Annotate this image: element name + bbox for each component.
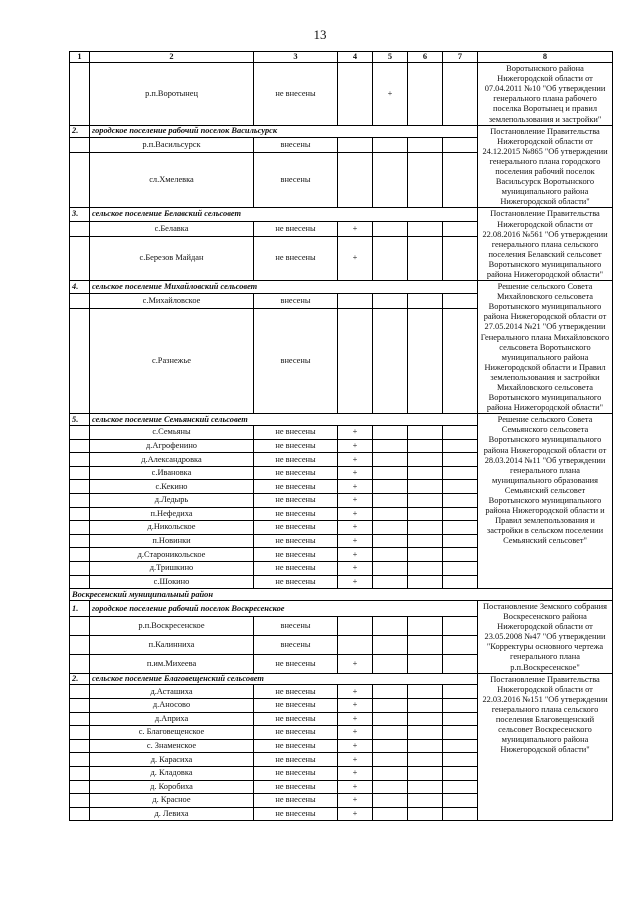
- mark-col-4: +: [338, 480, 373, 494]
- settlement-name: д.Никольское: [90, 521, 254, 535]
- mark-col-5: [373, 308, 408, 414]
- status-cell: не внесены: [254, 426, 338, 440]
- mark-col-6: [408, 767, 443, 781]
- settlement-name: п.Новинки: [90, 534, 254, 548]
- status-cell: внесены: [254, 308, 338, 414]
- document-reference: Постановление Правительства Нижегородской области от 24.12.2015 №865 "Об утверждении генерального плана городского поселения рабочий поселок Васильсурск Воротынского муниципального района Нижегородской области": [478, 125, 613, 208]
- mark-col-5: [373, 575, 408, 589]
- mark-col-5: [373, 685, 408, 699]
- mark-col-5: [373, 521, 408, 535]
- section-title: сельское поселение Белавский сельсовет: [90, 208, 478, 221]
- section-number: 5.: [70, 414, 90, 426]
- row-number-empty: [70, 699, 90, 713]
- mark-col-6: [408, 685, 443, 699]
- mark-col-7: [443, 534, 478, 548]
- mark-col-5: [373, 152, 408, 207]
- mark-col-6: [408, 293, 443, 308]
- row-number-empty: [70, 453, 90, 467]
- row-number-empty: [70, 562, 90, 576]
- column-header-4: 4: [338, 52, 373, 63]
- mark-col-4: +: [338, 767, 373, 781]
- settlement-name: с.Белавка: [90, 221, 254, 236]
- settlements-table: [69, 51, 613, 821]
- mark-col-7: [443, 753, 478, 767]
- column-header-7: 7: [443, 52, 478, 63]
- mark-col-6: [408, 521, 443, 535]
- mark-col-6: [408, 548, 443, 562]
- mark-col-5: [373, 466, 408, 480]
- settlement-name: д.Априха: [90, 712, 254, 726]
- district-title: Воскресенский муниципальный район: [70, 589, 613, 601]
- section-row: [70, 601, 613, 617]
- status-cell: не внесены: [254, 575, 338, 589]
- section-title: городское поселение рабочий поселок Васильсурск: [90, 125, 478, 137]
- row-number-empty: [70, 221, 90, 236]
- mark-col-5: [373, 439, 408, 453]
- section-title: сельское поселение Благовещенский сельсовет: [90, 673, 478, 685]
- mark-col-7: [443, 767, 478, 781]
- mark-col-7: [443, 685, 478, 699]
- row-number-empty: [70, 426, 90, 440]
- mark-col-4: +: [338, 426, 373, 440]
- section-title: сельское поселение Семьянский сельсовет: [90, 414, 478, 426]
- status-cell: не внесены: [254, 521, 338, 535]
- mark-col-7: [443, 654, 478, 673]
- mark-col-5: [373, 293, 408, 308]
- mark-col-7: [443, 726, 478, 740]
- status-cell: не внесены: [254, 63, 338, 126]
- mark-col-4: +: [338, 739, 373, 753]
- status-cell: не внесены: [254, 685, 338, 699]
- mark-col-4: +: [338, 466, 373, 480]
- status-cell: не внесены: [254, 221, 338, 236]
- settlement-name: д. Кладовка: [90, 767, 254, 781]
- mark-col-7: [443, 575, 478, 589]
- settlement-name: д.Тришкино: [90, 562, 254, 576]
- mark-col-6: [408, 308, 443, 414]
- mark-col-6: [408, 575, 443, 589]
- mark-col-6: [408, 152, 443, 207]
- mark-col-6: [408, 794, 443, 808]
- mark-col-6: [408, 426, 443, 440]
- mark-col-6: [408, 137, 443, 152]
- settlement-name: с.Ивановка: [90, 466, 254, 480]
- mark-col-7: [443, 63, 478, 126]
- mark-col-5: [373, 426, 408, 440]
- row-number-empty: [70, 767, 90, 781]
- mark-col-7: [443, 308, 478, 414]
- document-reference: Постановление Правительства Нижегородской области от 22.03.2016 №151 "Об утверждении генерального плана сельского поселения Благовещенский сельсовет Воскресенского муниципального района Нижегородской области": [478, 673, 613, 821]
- status-cell: не внесены: [254, 726, 338, 740]
- mark-col-7: [443, 507, 478, 521]
- mark-col-7: [443, 548, 478, 562]
- row-number-empty: [70, 308, 90, 414]
- status-cell: не внесены: [254, 712, 338, 726]
- mark-col-7: [443, 712, 478, 726]
- mark-col-6: [408, 480, 443, 494]
- mark-col-7: [443, 794, 478, 808]
- mark-col-5: [373, 236, 408, 280]
- settlement-name: п.Нефедиха: [90, 507, 254, 521]
- status-cell: не внесены: [254, 480, 338, 494]
- row-number-empty: [70, 137, 90, 152]
- mark-col-7: [443, 152, 478, 207]
- mark-col-5: [373, 794, 408, 808]
- mark-col-6: [408, 807, 443, 821]
- mark-col-7: [443, 137, 478, 152]
- mark-col-5: [373, 548, 408, 562]
- mark-col-4: +: [338, 575, 373, 589]
- document-reference: Решение сельского Совета Михайловского сельсовета Воротынского муниципального района Нижегородской области от 27.05.2014 №21 "Об утверждении Генерального плана Михайловского сельсовета Воротынского муниципального района Нижегородской области и Правил землепользования и застройки Михайловского сельсовета Воротынского муниципального района Нижегородской области": [478, 281, 613, 414]
- mark-col-5: [373, 739, 408, 753]
- document-reference: Постановление Правительства Нижегородской области от 22.08.2016 №561 "Об утверждении генерального плана сельского поселения Белавский сельсовет Воротынского муниципального района Нижегородской области": [478, 208, 613, 281]
- mark-col-5: [373, 221, 408, 236]
- section-number: 3.: [70, 208, 90, 221]
- row-number-empty: [70, 726, 90, 740]
- column-header-3: 3: [254, 52, 338, 63]
- status-cell: внесены: [254, 617, 338, 636]
- settlement-name: д. Карасиха: [90, 753, 254, 767]
- row-number-empty: [70, 575, 90, 589]
- mark-col-4: +: [338, 521, 373, 535]
- row-number-empty: [70, 685, 90, 699]
- mark-col-5: [373, 507, 408, 521]
- settlement-name: д. Левиха: [90, 807, 254, 821]
- mark-col-7: [443, 521, 478, 535]
- mark-col-6: [408, 507, 443, 521]
- row-number-empty: [70, 807, 90, 821]
- mark-col-7: [443, 221, 478, 236]
- status-cell: внесены: [254, 636, 338, 655]
- mark-col-6: [408, 617, 443, 636]
- row-number-empty: [70, 794, 90, 808]
- settlement-name: д.Александровка: [90, 453, 254, 467]
- row-number-empty: [70, 712, 90, 726]
- settlement-name: с. Знаменское: [90, 739, 254, 753]
- document-reference: Решение сельского Совета Семьянского сельсовета Воротынского муниципального района Нижегородской области от 28.03.2014 №11 "Об утверждении генерального плана муниципального образования Семьянский сельсовет Воротынского муниципального района Нижегородской области и Правил землепользования и застройки в сельском поселении Семьянский сельсовет": [478, 414, 613, 589]
- settlement-name: с. Благовещенское: [90, 726, 254, 740]
- district-row: [70, 589, 613, 601]
- row-number-empty: [70, 507, 90, 521]
- mark-col-5: [373, 767, 408, 781]
- mark-col-6: [408, 236, 443, 280]
- mark-col-4: +: [338, 534, 373, 548]
- column-header-8: 8: [478, 52, 613, 63]
- mark-col-5: [373, 726, 408, 740]
- settlement-name: с.Разнежье: [90, 308, 254, 414]
- mark-col-4: +: [338, 726, 373, 740]
- column-header-1: 1: [70, 52, 90, 63]
- status-cell: не внесены: [254, 507, 338, 521]
- row-number-empty: [70, 521, 90, 535]
- row-number-empty: [70, 236, 90, 280]
- mark-col-5: [373, 807, 408, 821]
- status-cell: внесены: [254, 137, 338, 152]
- mark-col-4: +: [338, 548, 373, 562]
- row-number-empty: [70, 466, 90, 480]
- mark-col-7: [443, 236, 478, 280]
- section-row: [70, 281, 613, 294]
- column-header-5: 5: [373, 52, 408, 63]
- settlement-name: д.Староникольское: [90, 548, 254, 562]
- mark-col-5: [373, 534, 408, 548]
- mark-col-7: [443, 562, 478, 576]
- mark-col-6: [408, 221, 443, 236]
- status-cell: не внесены: [254, 453, 338, 467]
- status-cell: не внесены: [254, 562, 338, 576]
- mark-col-6: [408, 439, 443, 453]
- mark-col-6: [408, 712, 443, 726]
- mark-col-5: [373, 636, 408, 655]
- status-cell: внесены: [254, 152, 338, 207]
- status-cell: не внесены: [254, 548, 338, 562]
- header-row: [70, 52, 613, 63]
- mark-col-6: [408, 739, 443, 753]
- mark-col-4: [338, 617, 373, 636]
- settlement-name: д.Асташиха: [90, 685, 254, 699]
- mark-col-5: [373, 480, 408, 494]
- mark-col-7: [443, 466, 478, 480]
- mark-col-5: [373, 137, 408, 152]
- section-number: 1.: [70, 601, 90, 617]
- section-row: [70, 125, 613, 137]
- settlement-name: с.Михайловское: [90, 293, 254, 308]
- settlement-name: д. Коробиха: [90, 780, 254, 794]
- mark-col-4: +: [338, 439, 373, 453]
- mark-col-4: [338, 137, 373, 152]
- mark-col-5: [373, 780, 408, 794]
- settlement-name: д. Красное: [90, 794, 254, 808]
- settlement-name: д.Аносово: [90, 699, 254, 713]
- mark-col-4: +: [338, 685, 373, 699]
- mark-col-6: [408, 466, 443, 480]
- document-reference: Воротынского района Нижегородской области от 07.04.2011 №10 "Об утверждении генерального плана рабочего поселка Воротынец и правил землепользования и застройки": [478, 63, 613, 126]
- settlement-name: с.Кекино: [90, 480, 254, 494]
- mark-col-5: [373, 453, 408, 467]
- mark-col-4: +: [338, 780, 373, 794]
- section-row: [70, 673, 613, 685]
- row-number-empty: [70, 636, 90, 655]
- status-cell: не внесены: [254, 534, 338, 548]
- settlement-name: д.Ледырь: [90, 494, 254, 508]
- mark-col-7: [443, 480, 478, 494]
- settlement-name: р.п.Васильсурск: [90, 137, 254, 152]
- mark-col-7: [443, 617, 478, 636]
- mark-col-6: [408, 63, 443, 126]
- row-number-empty: [70, 439, 90, 453]
- row-number-empty: [70, 63, 90, 126]
- mark-col-4: +: [338, 699, 373, 713]
- document-reference: Постановление Земского собрания Воскресенского района Нижегородской области от 23.05.2008 №47 "Об утверждении "Корректуры основного чертежа генерального плана р.п.Воскресенское": [478, 601, 613, 674]
- mark-col-4: +: [338, 654, 373, 673]
- mark-col-4: +: [338, 794, 373, 808]
- status-cell: не внесены: [254, 466, 338, 480]
- mark-col-6: [408, 699, 443, 713]
- mark-col-7: [443, 739, 478, 753]
- status-cell: не внесены: [254, 753, 338, 767]
- mark-col-5: [373, 654, 408, 673]
- section-number: 4.: [70, 281, 90, 294]
- mark-col-4: [338, 63, 373, 126]
- mark-col-5: [373, 699, 408, 713]
- mark-col-7: [443, 494, 478, 508]
- mark-col-7: [443, 439, 478, 453]
- mark-col-4: +: [338, 807, 373, 821]
- status-cell: не внесены: [254, 739, 338, 753]
- mark-col-4: +: [338, 712, 373, 726]
- settlement-name: р.п.Воскресенское: [90, 617, 254, 636]
- settlement-name: п.им.Михеева: [90, 654, 254, 673]
- settlement-name: р.п.Воротынец: [90, 63, 254, 126]
- mark-col-7: [443, 293, 478, 308]
- mark-col-4: +: [338, 494, 373, 508]
- row-number-empty: [70, 480, 90, 494]
- mark-col-4: [338, 636, 373, 655]
- section-row: [70, 414, 613, 426]
- status-cell: не внесены: [254, 236, 338, 280]
- mark-col-5: [373, 712, 408, 726]
- row-number-empty: [70, 654, 90, 673]
- mark-col-7: [443, 780, 478, 794]
- settlement-name: с.Семьяны: [90, 426, 254, 440]
- mark-col-6: [408, 654, 443, 673]
- mark-col-4: +: [338, 221, 373, 236]
- row-number-empty: [70, 293, 90, 308]
- mark-col-6: [408, 726, 443, 740]
- mark-col-5: [373, 617, 408, 636]
- mark-col-6: [408, 562, 443, 576]
- row-number-empty: [70, 753, 90, 767]
- section-title: городское поселение рабочий поселок Воскресенское: [90, 601, 478, 617]
- row-number-empty: [70, 780, 90, 794]
- status-cell: не внесены: [254, 807, 338, 821]
- column-header-2: 2: [90, 52, 254, 63]
- settlement-name: с.Шокино: [90, 575, 254, 589]
- section-row: [70, 208, 613, 221]
- mark-col-4: [338, 152, 373, 207]
- settlement-name: сл.Хмелевка: [90, 152, 254, 207]
- mark-col-4: +: [338, 236, 373, 280]
- mark-col-4: [338, 293, 373, 308]
- row-number-empty: [70, 494, 90, 508]
- mark-col-5: [373, 753, 408, 767]
- mark-col-7: [443, 699, 478, 713]
- row-number-empty: [70, 548, 90, 562]
- status-cell: не внесены: [254, 439, 338, 453]
- status-cell: не внесены: [254, 780, 338, 794]
- status-cell: не внесены: [254, 654, 338, 673]
- mark-col-7: [443, 636, 478, 655]
- status-cell: не внесены: [254, 699, 338, 713]
- settlement-name: п.Калинниха: [90, 636, 254, 655]
- section-title: сельское поселение Михайловский сельсовет: [90, 281, 478, 294]
- mark-col-4: +: [338, 562, 373, 576]
- mark-col-4: [338, 308, 373, 414]
- status-cell: внесены: [254, 293, 338, 308]
- row-number-empty: [70, 617, 90, 636]
- mark-col-7: [443, 426, 478, 440]
- page-number: 13: [313, 27, 327, 42]
- settlement-name: с.Березов Майдан: [90, 236, 254, 280]
- mark-col-4: +: [338, 453, 373, 467]
- mark-col-5: [373, 494, 408, 508]
- settlement-row: [70, 63, 613, 126]
- section-number: 2.: [70, 125, 90, 137]
- mark-col-7: [443, 807, 478, 821]
- mark-col-4: +: [338, 753, 373, 767]
- mark-col-5: +: [373, 63, 408, 126]
- mark-col-6: [408, 453, 443, 467]
- mark-col-6: [408, 494, 443, 508]
- mark-col-7: [443, 453, 478, 467]
- row-number-empty: [70, 152, 90, 207]
- status-cell: не внесены: [254, 794, 338, 808]
- mark-col-4: +: [338, 507, 373, 521]
- mark-col-6: [408, 636, 443, 655]
- section-number: 2.: [70, 673, 90, 685]
- mark-col-6: [408, 534, 443, 548]
- mark-col-5: [373, 562, 408, 576]
- mark-col-6: [408, 780, 443, 794]
- row-number-empty: [70, 739, 90, 753]
- column-header-6: 6: [408, 52, 443, 63]
- mark-col-6: [408, 753, 443, 767]
- status-cell: не внесены: [254, 494, 338, 508]
- settlement-name: д.Агрофенино: [90, 439, 254, 453]
- status-cell: не внесены: [254, 767, 338, 781]
- row-number-empty: [70, 534, 90, 548]
